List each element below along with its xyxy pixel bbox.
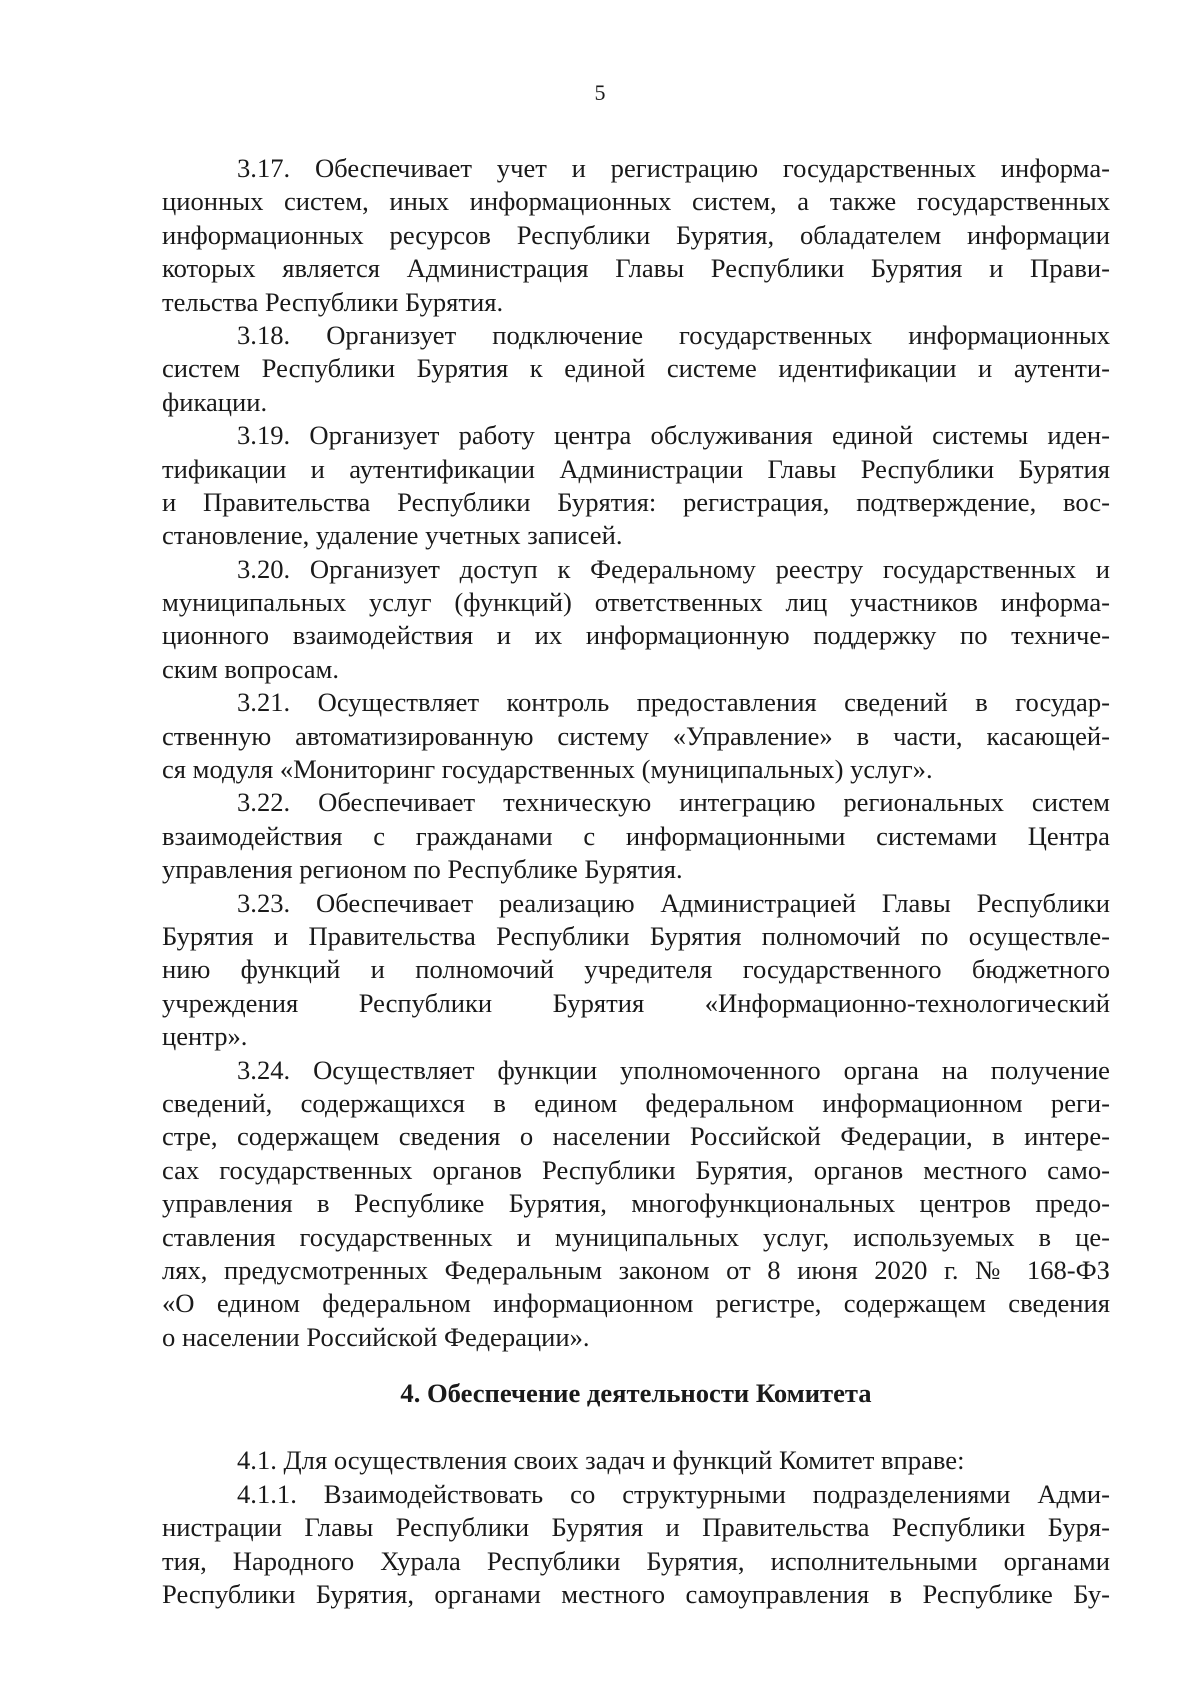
clause-paragraph: [162, 1444, 1110, 1477]
text-line: ционного взаимодействия и их информационную поддержку по техниче-: [162, 620, 1110, 651]
text-line: ставления государственных и муниципальных услуг, используемых в це-: [162, 1221, 1110, 1252]
clause-paragraph: [162, 553, 1110, 687]
text-line: центр».: [162, 1021, 248, 1052]
text-line: систем Республики Бурятия к единой системе идентификации и аутенти-: [162, 353, 1110, 384]
text-line: ственную автоматизированную систему «Управление» в части, касающей-: [162, 720, 1110, 751]
clause-paragraph: [162, 152, 1110, 319]
text-line: 4.1.1. Взаимодействовать со структурными подразделениями Адми-: [237, 1478, 1110, 1509]
text-line: сведений, содержащихся в едином федеральном информационном реги-: [162, 1087, 1110, 1118]
clause-paragraph: [162, 887, 1110, 1054]
clause-paragraph: [162, 686, 1110, 786]
text-line: управления регионом по Республике Бурятия.: [162, 854, 683, 885]
text-line: 3.22. Обеспечивает техническую интеграцию региональных систем: [237, 787, 1110, 818]
section-heading: 4. Обеспечение деятельности Комитета: [400, 1378, 872, 1409]
text-line: о населении Российской Федерации».: [162, 1321, 590, 1352]
clause-paragraph: [162, 1054, 1110, 1355]
text-line: ся модуля «Мониторинг государственных (муниципальных) услуг».: [162, 754, 933, 785]
clause-paragraph: [162, 1478, 1110, 1612]
text-line: нистрации Главы Республики Бурятия и Правительства Республики Буря-: [162, 1512, 1110, 1543]
text-line: которых является Администрация Главы Республики Бурятия и Прави-: [162, 253, 1110, 284]
text-line: тия, Народного Хурала Республики Бурятия, исполнительными органами: [162, 1545, 1110, 1576]
clause-paragraph: [162, 319, 1110, 419]
text-line: 3.18. Организует подключение государственных информационных: [237, 319, 1110, 350]
text-line: информационных ресурсов Республики Бурятия, обладателем информации: [162, 219, 1110, 250]
text-line: нию функций и полномочий учредителя государственного бюджетного: [162, 954, 1110, 985]
text-line: «О едином федеральном информационном регистре, содержащем сведения: [162, 1288, 1110, 1319]
clause-paragraph: [162, 419, 1110, 553]
text-line: 3.23. Обеспечивает реализацию Администрацией Главы Республики: [237, 887, 1110, 918]
text-line: взаимодействия с гражданами с информационными системами Центра: [162, 820, 1110, 851]
text-line: тельства Республики Бурятия.: [162, 286, 504, 317]
clause-paragraph: [162, 786, 1110, 886]
text-line: ционных систем, иных информационных систем, а также государственных: [162, 186, 1110, 217]
text-line: управления в Республике Бурятия, многофункциональных центров предо-: [162, 1188, 1110, 1219]
text-line: Бурятия и Правительства Республики Бурятия полномочий по осуществле-: [162, 920, 1110, 951]
page-number: 5: [594, 80, 606, 105]
text-line: муниципальных услуг (функций) ответственных лиц участников информа-: [162, 587, 1110, 618]
text-line: сах государственных органов Республики Бурятия, органов местного само-: [162, 1154, 1110, 1185]
text-line: 3.17. Обеспечивает учет и регистрацию государственных информа-: [237, 153, 1110, 183]
text-line: 3.21. Осуществляет контроль предоставления сведений в государ-: [237, 687, 1110, 718]
text-line: 3.24. Осуществляет функции уполномоченного органа на получение: [237, 1054, 1110, 1085]
text-line: стре, содержащем сведения о населении Российской Федерации, в интере-: [162, 1121, 1110, 1152]
text-line: 4.1. Для осуществления своих задач и функций Комитет вправе:: [237, 1445, 965, 1476]
document-body: [162, 152, 1110, 1611]
text-line: ским вопросам.: [162, 653, 340, 684]
article-4-clauses: [162, 1444, 1110, 1611]
text-line: 3.20. Организует доступ к Федеральному реестру государственных и: [237, 553, 1110, 584]
text-line: лях, предусмотренных Федеральным законом от 8 июня 2020 г. № 168-ФЗ: [162, 1254, 1110, 1285]
text-line: становление, удаление учетных записей.: [162, 520, 623, 551]
article-3-clauses: [162, 152, 1110, 1354]
text-line: 3.19. Организует работу центра обслуживания единой системы иден-: [237, 420, 1110, 451]
text-line: Республики Бурятия, органами местного самоуправления в Республике Бу-: [162, 1579, 1110, 1610]
text-line: и Правительства Республики Бурятия: регистрация, подтверждение, вос-: [162, 486, 1110, 517]
text-line: учреждения Республики Бурятия «Информационно-технологический: [162, 987, 1110, 1018]
text-line: тификации и аутентификации Администрации Главы Республики Бурятия: [162, 453, 1110, 484]
text-line: фикации.: [162, 386, 268, 417]
